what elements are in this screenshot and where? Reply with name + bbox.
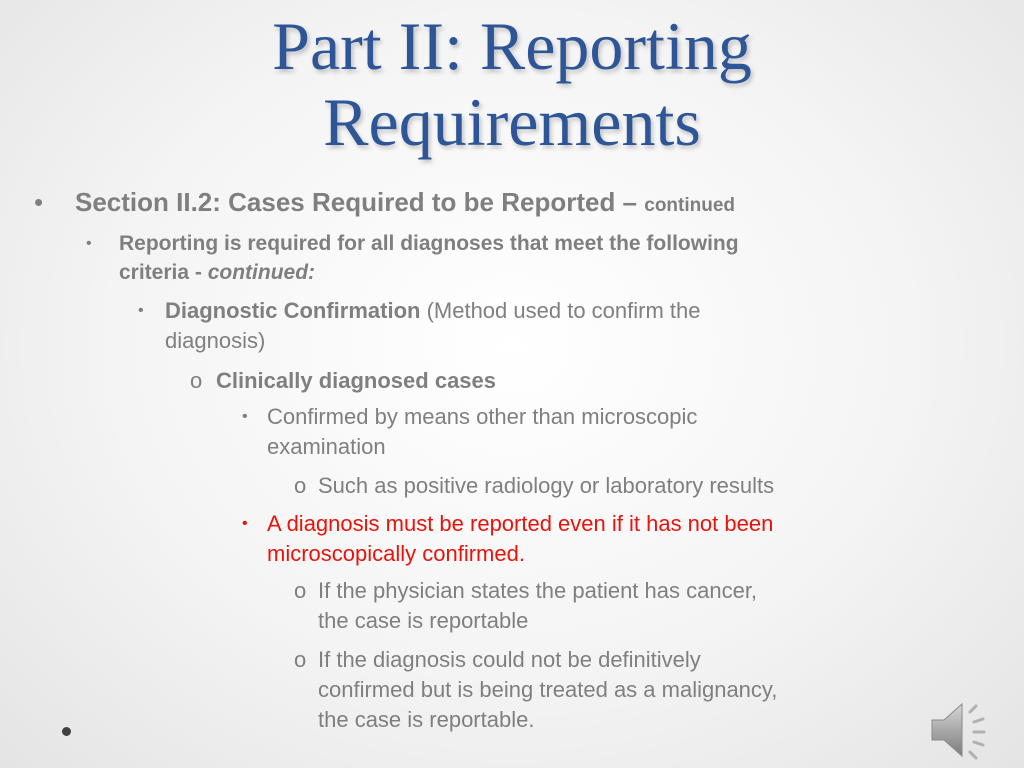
circle-marker: o <box>294 578 307 603</box>
bullet-confirmed-other-means <box>242 402 697 462</box>
bullet-marker: • <box>242 515 248 532</box>
circle-marker: o <box>294 473 307 498</box>
physician-states-line-1: If the physician states the patient has cancer, <box>318 578 758 603</box>
reporting-criteria-line-2: criteria - <box>119 261 208 284</box>
bullet-marker: • <box>86 235 92 252</box>
bullet-diagnostic-confirmation <box>138 296 700 356</box>
confirmed-other-means-line-2: examination <box>267 434 386 459</box>
diagnostic-confirmation-line-2: diagnosis) <box>165 328 266 353</box>
treated-as-malignancy-line-2: confirmed but is being treated as a malignancy, <box>318 677 778 702</box>
bullet-marker: • <box>138 302 144 319</box>
bullet-treated-as-malignancy <box>294 645 777 735</box>
bullet-clinically-diagnosed <box>190 366 496 396</box>
physician-states-line-2: the case is reportable <box>318 608 529 633</box>
slide-title-line-2: Requirements <box>323 84 701 160</box>
treated-as-malignancy-line-3: the case is reportable. <box>318 707 535 732</box>
treated-as-malignancy-line-1: If the diagnosis could not be definitively <box>318 647 701 672</box>
confirmed-other-means-line-1: Confirmed by means other than microscopic <box>267 404 698 429</box>
dot-icon[interactable] <box>62 727 71 736</box>
bullet-physician-states <box>294 576 757 636</box>
section-heading-continued: continued <box>644 195 736 216</box>
bullet-must-be-reported <box>242 509 773 569</box>
circle-marker: o <box>190 368 203 393</box>
must-be-reported-line-2: microscopically confirmed. <box>267 541 525 566</box>
must-be-reported-line-1: A diagnosis must be reported even if it has not been <box>267 511 774 536</box>
diagnostic-confirmation-method: (Method used to confirm the <box>420 298 701 323</box>
circle-marker: o <box>294 647 307 672</box>
speaker-icon[interactable] <box>926 698 1000 762</box>
slide-title <box>0 8 1024 160</box>
bullet-radiology-lab <box>294 471 774 501</box>
section-heading-text: Section II.2: Cases Required to be Reported – <box>75 187 645 217</box>
reporting-criteria-line-1: Reporting is required for all diagnoses that meet the following <box>119 232 739 255</box>
bullet-marker: • <box>34 187 44 217</box>
reporting-criteria-continued: continued: <box>207 261 316 284</box>
slide-title-line-1: Part II: Reporting <box>272 8 752 84</box>
bullet-marker: • <box>242 408 248 425</box>
radiology-lab-text: Such as positive radiology or laboratory results <box>318 473 775 498</box>
bullet-reporting-criteria <box>86 229 739 287</box>
clinically-diagnosed-text: Clinically diagnosed cases <box>216 368 497 393</box>
bullet-section-heading <box>34 186 735 222</box>
diagnostic-confirmation-label: Diagnostic Confirmation <box>165 298 421 323</box>
